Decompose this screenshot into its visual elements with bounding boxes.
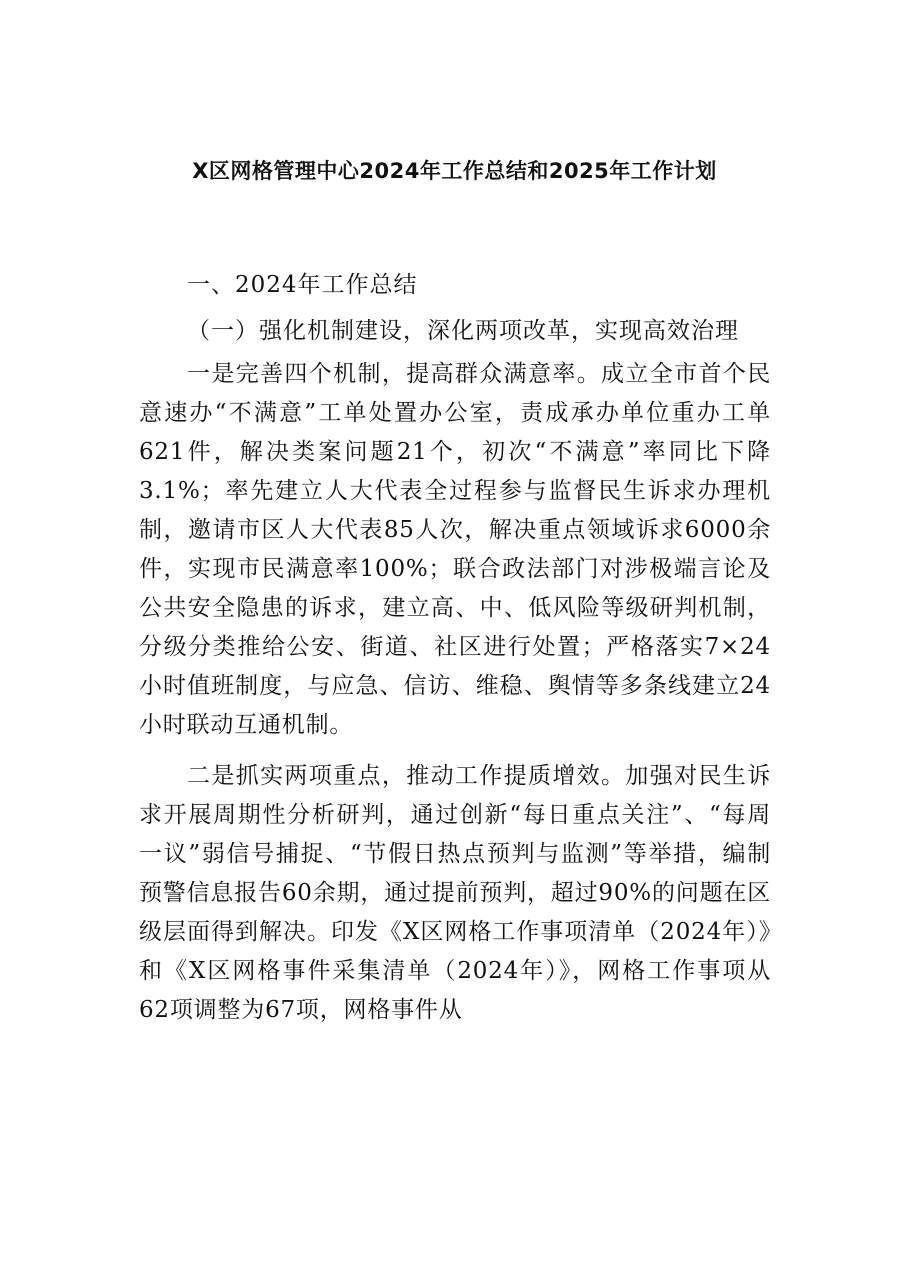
paragraph-key-priorities: 二是抓实两项重点，推动工作提质增效。加强对民生诉求开展周期性分析研判，通过创新“每日重点关注”、“每周一议”弱信号捕捉、“节假日热点预判与监测”等举措，编制预警信息报告60余期，通过提前预判，超过90%的问题在区级层面得到解决。印发《X区网格工作事项清单（2024年）》和《X区网格事件采集清单（2024年）》，网格工作事项从62项调整为67项，网格事件从 xyxy=(139,763,771,1023)
document-title: X区网格管理中心2024年工作总结和2025年工作计划 xyxy=(192,159,717,183)
document-body xyxy=(139,266,771,1030)
subsection-heading: （一）强化机制建设，深化两项改革，实现高效治理 xyxy=(187,318,739,344)
paragraph-mechanisms: 一是完善四个机制，提高群众满意率。成立全市首个民意速办“不满意”工单处置办公室，责成承办单位重办工单621件，解决类案问题21个，初次“不满意”率同比下降3.1%；率先建立人大代表全过程参与监督民生诉求办理机制，邀请市区人大代表85人次，解决重点领域诉求6000余件，实现市民满意率100%；联合政法部门对涉极端言论及公共安全隐患的诉求，建立高、中、低风险等级研判机制，分级分类推给公安、街道、社区进行处置；严格落实7×24小时值班制度，与应急、信访、维稳、舆情等多条线建立24小时联动互通机制。 xyxy=(139,361,771,738)
section-heading: 一、2024年工作总结 xyxy=(187,272,418,298)
